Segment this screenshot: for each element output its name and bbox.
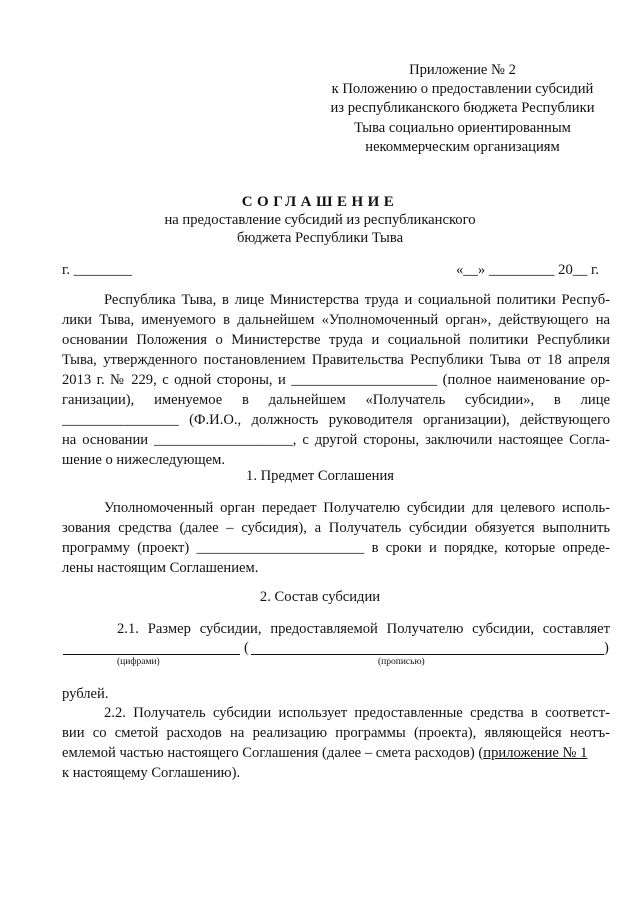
rubles-label: рублей. [62, 686, 109, 702]
annex-line: Тыва социально ориентированным [354, 119, 571, 136]
annex-line: из республиканского бюджета Республики [330, 100, 595, 117]
preamble-line: ________________ (Ф.И.О., должность руководителя организации), действующего [62, 412, 610, 428]
preamble-line: Республика Тыва, в лице Министерства труда и социальной политики Респуб- [104, 292, 610, 308]
section1-heading: 1. Предмет Соглашения [246, 468, 394, 484]
amount-words-line [251, 654, 604, 655]
preamble-line: на основании ___________________, с другой стороны, заключили настоящее Согла- [62, 432, 610, 448]
clause-2-2-text: емлемой частью настоящего Соглашения (далее – смета расходов) ( [62, 745, 484, 761]
section1-line: Уполномоченный орган передает Получателю субсидии для целевого исполь- [104, 500, 610, 516]
preamble-line: шение о нижеследующем. [62, 452, 226, 468]
annex-line: Приложение № 2 [409, 62, 516, 78]
preamble-line: основании Положения о Министерстве труда и социальной политики Республики [62, 332, 610, 348]
annex-line: некоммерческим организациям [365, 138, 560, 155]
document-subtitle-line2: бюджета Республики Тыва [236, 230, 404, 246]
section2-heading: 2. Состав субсидии [259, 589, 381, 605]
date-field: «__» _________ 20__ г. [456, 262, 599, 278]
clause-2-2-line [62, 746, 587, 761]
document-title: СОГЛАШЕНИЕ [241, 194, 399, 210]
preamble-line: ганизации), именуемое в дальнейшем «Получатель субсидии», в лице [62, 392, 610, 408]
annex-line: к Положению о предоставлении субсидий [331, 81, 594, 98]
document-subtitle-line1: на предоставление субсидий из республиканского [164, 212, 476, 228]
preamble-line: Тыва, утвержденного постановлением Правительства Республики Тыва от 18 апреля [62, 352, 610, 368]
close-paren: ) [604, 640, 609, 656]
section1-line: лены настоящим Соглашением. [62, 560, 259, 576]
preamble-line: 2013 г. № 229, с одной стороны, и ____________________ (полное наименование ор- [62, 372, 610, 388]
caption-words: (прописью) [378, 657, 425, 667]
clause-2-2-line: вии со сметой расходов на реализацию программы (проекта), являющейся неотъ- [62, 725, 610, 741]
annex-1-link[interactable]: приложение № 1 [483, 745, 588, 761]
clause-2-1-line: 2.1. Размер субсидии, предоставляемой Получателю субсидии, составляет [117, 621, 610, 637]
open-paren: ( [244, 640, 249, 656]
preamble-line: лики Тыва, именуемого в дальнейшем «Уполномоченный орган», действующего на [62, 312, 610, 328]
amount-digits-line [63, 654, 240, 655]
clause-2-2-line: к настоящему Соглашению). [62, 765, 241, 781]
section1-line: программу (проект) _______________________ в сроки и порядке, которые опреде- [62, 540, 610, 556]
section1-line: зования средства (далее – субсидия), а Получатель субсидии обязуется выполнить [62, 520, 610, 536]
city-field: г. ________ [62, 262, 133, 278]
caption-digits: (цифрами) [117, 657, 160, 667]
annex-header [300, 61, 625, 157]
clause-2-2-line: 2.2. Получатель субсидии использует предоставленные средства в соответст- [104, 705, 610, 721]
